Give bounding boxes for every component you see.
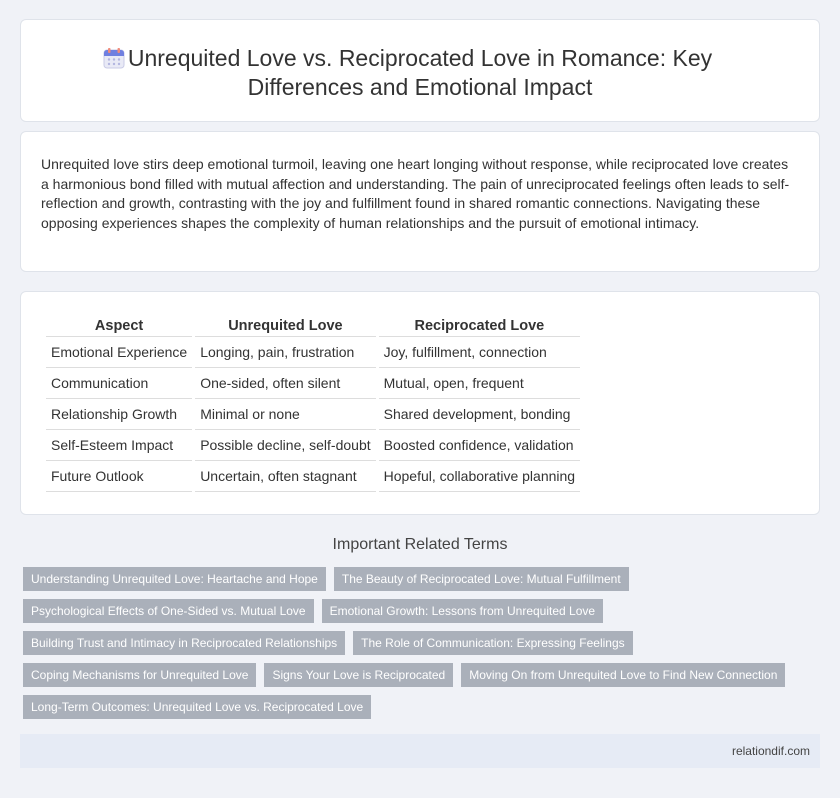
comparison-table bbox=[43, 316, 583, 492]
related-term-tag[interactable]: Moving On from Unrequited Love to Find New Connection bbox=[461, 663, 785, 687]
related-term-tag[interactable]: The Role of Communication: Expressing Feelings bbox=[353, 631, 632, 655]
related-terms-heading: Important Related Terms bbox=[332, 536, 508, 553]
intro-card bbox=[20, 131, 820, 272]
header-unrequited: Unrequited Love bbox=[195, 316, 375, 337]
related-terms-list bbox=[23, 567, 813, 719]
related-term-tag[interactable]: Coping Mechanisms for Unrequited Love bbox=[23, 663, 256, 687]
table-cell: Longing, pain, frustration bbox=[195, 337, 375, 368]
table-row bbox=[46, 399, 580, 430]
header-reciprocated: Reciprocated Love bbox=[379, 316, 580, 337]
table-cell: Mutual, open, frequent bbox=[379, 368, 580, 399]
table-cell: Uncertain, often stagnant bbox=[195, 461, 375, 492]
related-term-tag[interactable]: Building Trust and Intimacy in Reciprocated Relationships bbox=[23, 631, 345, 655]
table-cell: Relationship Growth bbox=[46, 399, 192, 430]
table-cell: Self-Esteem Impact bbox=[46, 430, 192, 461]
table-cell: Emotional Experience bbox=[46, 337, 192, 368]
related-term-tag[interactable]: Emotional Growth: Lessons from Unrequited Love bbox=[322, 599, 603, 623]
table-cell: Hopeful, collaborative planning bbox=[379, 461, 580, 492]
table-row bbox=[46, 337, 580, 368]
table-row bbox=[46, 430, 580, 461]
table-row bbox=[46, 461, 580, 492]
related-term-tag[interactable]: Signs Your Love is Reciprocated bbox=[264, 663, 453, 687]
table-header-row bbox=[46, 316, 580, 337]
header-aspect: Aspect bbox=[46, 316, 192, 337]
title-card bbox=[20, 19, 820, 122]
related-term-tag[interactable]: Psychological Effects of One-Sided vs. Mutual Love bbox=[23, 599, 314, 623]
footer bbox=[20, 734, 820, 768]
table-cell: Communication bbox=[46, 368, 192, 399]
page-title: Unrequited Love vs. Reciprocated Love in Romance: Key Differences and Emotional Impact bbox=[127, 45, 713, 100]
table-cell: Shared development, bonding bbox=[379, 399, 580, 430]
table-cell: Minimal or none bbox=[195, 399, 375, 430]
table-cell: One-sided, often silent bbox=[195, 368, 375, 399]
table-cell: Boosted confidence, validation bbox=[379, 430, 580, 461]
table-row bbox=[46, 368, 580, 399]
related-term-tag[interactable]: Understanding Unrequited Love: Heartache and Hope bbox=[23, 567, 326, 591]
comparison-card bbox=[20, 291, 820, 515]
footer-site-link[interactable]: relationdif.com bbox=[731, 744, 810, 758]
table-cell: Joy, fulfillment, connection bbox=[379, 337, 580, 368]
table-cell: Future Outlook bbox=[46, 461, 192, 492]
intro-paragraph: Unrequited love stirs deep emotional turmoil, leaving one heart longing without response, while reciprocated love creates a harmonious bond filled with mutual affection and understanding. The pain of unreciprocated feelings often leads to self-reflection and growth, contrasting with the joy and fulfillment found in shared romantic connections. Navigating these opposing experiences shapes the complexity of human relationships and the pursuit of emotional intimacy. bbox=[41, 156, 790, 231]
related-term-tag[interactable]: Long-Term Outcomes: Unrequited Love vs. Reciprocated Love bbox=[23, 695, 371, 719]
table-cell: Possible decline, self-doubt bbox=[195, 430, 375, 461]
related-term-tag[interactable]: The Beauty of Reciprocated Love: Mutual Fulfillment bbox=[334, 567, 629, 591]
